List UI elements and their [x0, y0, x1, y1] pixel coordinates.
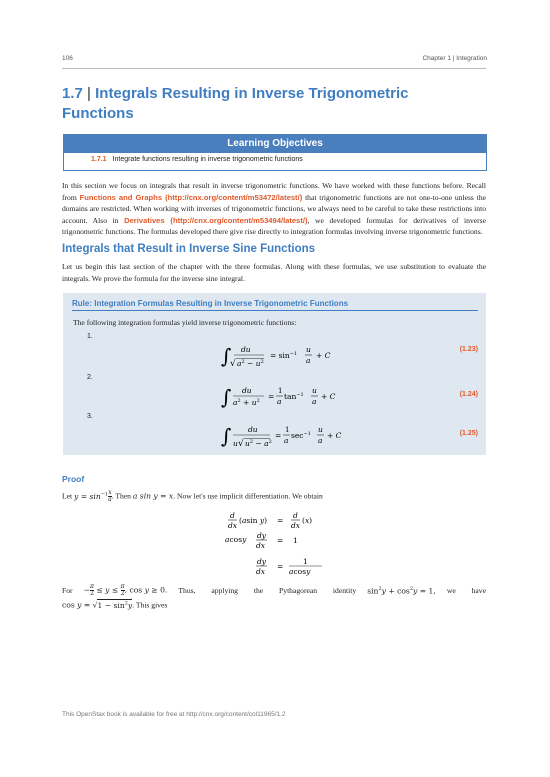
- svg-text:∫: ∫: [221, 385, 232, 409]
- svg-text:du: du: [241, 345, 251, 354]
- subsection-paragraph: Let us begin this last section of the chapter with the three formulas. Along with these formulas, we use substitution to evaluate the integrals. We prove the formula for the inverse sine integral.: [62, 262, 486, 283]
- equation-number-2: (1.24): [459, 391, 478, 398]
- rule-intro: The following integration formulas yield inverse trigonometric functions:: [73, 318, 297, 327]
- proof-heading: Proof: [62, 474, 85, 484]
- proof-for: For: [62, 586, 73, 595]
- svg-text:u: u: [233, 439, 238, 448]
- svg-text:dx: dx: [291, 521, 301, 530]
- svg-text:dx: dx: [228, 521, 238, 530]
- section-separator: |: [87, 85, 91, 102]
- section-title-line1: Integrals Resulting in Inverse Trigonometric: [95, 85, 409, 102]
- footer-text: This OpenStax book is available for free at http://cnx.org/content/col11965/1.2: [62, 711, 286, 718]
- learning-objectives-heading: Learning Objectives: [64, 135, 486, 153]
- formula-inverse-sine: [220, 341, 380, 375]
- svg-text:u2 − a2: $u^2 - a^2$: [245, 439, 272, 448]
- proof-implicit: . Now let's use implicit differentiation. We obtain: [173, 491, 323, 501]
- svg-text:du: du: [248, 425, 258, 434]
- proof-asin: a sin y = x: [132, 491, 174, 501]
- proof-line-1: [62, 490, 323, 503]
- proof-substitution: $y = \sin^{-1}$ $\frac{x}{a}$: [74, 489, 112, 503]
- page-number: 106: [62, 55, 73, 62]
- section-number: 1.7: [62, 85, 83, 102]
- proof-we-have: we have: [446, 586, 486, 595]
- svg-text:+ C: + C: [316, 351, 331, 360]
- formula-label-2: 2.: [87, 374, 93, 381]
- objective-number: 1.7.1: [91, 156, 107, 163]
- svg-text:=: =: [277, 562, 284, 571]
- section-title-line2: Functions: [62, 105, 134, 122]
- svg-text:+ C: + C: [321, 392, 336, 401]
- svg-text:a: a: [306, 356, 311, 365]
- svg-text:acosy: acosy: [225, 535, 247, 544]
- svg-text:= sin−1: = $\sin^{-1}$: [270, 351, 298, 360]
- svg-text:u: u: [306, 345, 311, 354]
- proof-thus: Thus, applying the Pythagorean identity: [178, 586, 357, 595]
- svg-text:1: 1: [285, 426, 290, 434]
- svg-text:(asin y): (asin y): [239, 516, 268, 525]
- svg-text:a: a: [277, 397, 282, 406]
- intro-paragraph: [62, 180, 486, 238]
- equation-number-3: (1.25): [459, 430, 478, 437]
- formula-label-3: 3.: [87, 413, 93, 420]
- proof-then: . Then: [111, 491, 131, 501]
- intro-text-1: In this section we focus on integrals that result in inverse trigonometric functions. We have worked with these functions before. Recall from: [62, 181, 486, 202]
- proof-range: − $\frac{\pi}{2}$ ≤ y ≤ $\frac{\pi}{2}$ , cos y ≥ 0.: [83, 583, 168, 597]
- svg-text:tan−1: $\tan^{-1}$: [284, 392, 304, 401]
- svg-text:dx: dx: [256, 541, 266, 550]
- svg-text:√: √: [230, 359, 236, 369]
- intro-text-3: , we developed formulas for derivatives of inverse trigonometric functions. The formulas developed there give rise directly to integration formulas involving inverse trigonometric functions.: [62, 215, 486, 237]
- svg-text:1: 1: [293, 536, 298, 545]
- formula-label-1: 1.: [87, 333, 93, 340]
- proof-cos-identity: $\cos y = √1 - \sin^2y$: [62, 600, 133, 610]
- svg-text:=: =: [277, 516, 284, 525]
- objective-text: Integrate functions resulting in inverse trigonometric functions: [112, 156, 303, 163]
- implicit-derivation: [225, 510, 345, 580]
- subsection-title: Integrals that Result in Inverse Sine Functions: [62, 243, 316, 255]
- svg-text:sec−1: $\sec^{-1}$: [291, 431, 311, 440]
- svg-text:1: 1: [303, 557, 308, 566]
- svg-text:a: a: [312, 397, 317, 406]
- svg-text:1: 1: [278, 387, 283, 395]
- svg-text:u: u: [318, 425, 323, 434]
- svg-text:=: =: [275, 431, 282, 440]
- equation-number-1: (1.23): [459, 346, 478, 353]
- proof-line-3: [62, 600, 167, 610]
- svg-text:d: d: [230, 511, 235, 520]
- svg-text:u: u: [312, 386, 317, 395]
- learning-objectives-box: [63, 134, 487, 171]
- svg-text:dy: dy: [257, 557, 267, 566]
- svg-text:dx: dx: [256, 567, 266, 576]
- section-title: [62, 84, 492, 124]
- svg-text:dy: dy: [257, 531, 267, 540]
- functions-graphs-link[interactable]: Functions and Graphs (http://cnx.org/content/m53472/latest/): [79, 192, 303, 202]
- rule-title-underline: [72, 310, 478, 311]
- svg-text:du: du: [242, 386, 252, 395]
- proof-identity: $\sin^2y + \cos^2y = 1$,: [367, 585, 436, 596]
- svg-text:∫: ∫: [221, 344, 232, 368]
- svg-text:=: =: [268, 392, 275, 401]
- chapter-header: Chapter 1 | Integration: [422, 55, 487, 62]
- svg-text:a2 − u2: $a^2 - u^2$: [237, 359, 264, 368]
- svg-text:√: √: [238, 439, 244, 449]
- intro-text-2: that trigonometric functions are not one-to-one unless the domains are restricted. When working with inverses of trigonometric functions, we always need to be careful to take these restrictions into account. Also in: [62, 192, 486, 225]
- rule-title: Rule: Integration Formulas Resulting in Inverse Trigonometric Functions: [72, 299, 349, 308]
- svg-text:a: a: [284, 436, 289, 445]
- proof-line-2: [62, 584, 486, 597]
- svg-text:=: =: [277, 536, 284, 545]
- svg-text:acosy: acosy: [289, 567, 311, 576]
- proof-gives: . This gives: [132, 600, 168, 610]
- svg-text:∫: ∫: [221, 424, 232, 448]
- svg-text:a: a: [318, 436, 323, 445]
- header-rule: [62, 68, 486, 69]
- formula-inverse-secant: [220, 421, 380, 455]
- learning-objective-item: [64, 153, 486, 163]
- derivatives-link[interactable]: Derivatives (http://cnx.org/content/m53494/latest/): [124, 215, 308, 225]
- formula-inverse-tangent: [220, 383, 380, 415]
- svg-text:(x): (x): [302, 516, 313, 525]
- svg-text:a2 + u2: $a^2 + u^2$: [233, 398, 260, 407]
- svg-text:+ C: + C: [327, 431, 342, 440]
- svg-text:d: d: [293, 511, 298, 520]
- proof-let: Let: [62, 491, 73, 501]
